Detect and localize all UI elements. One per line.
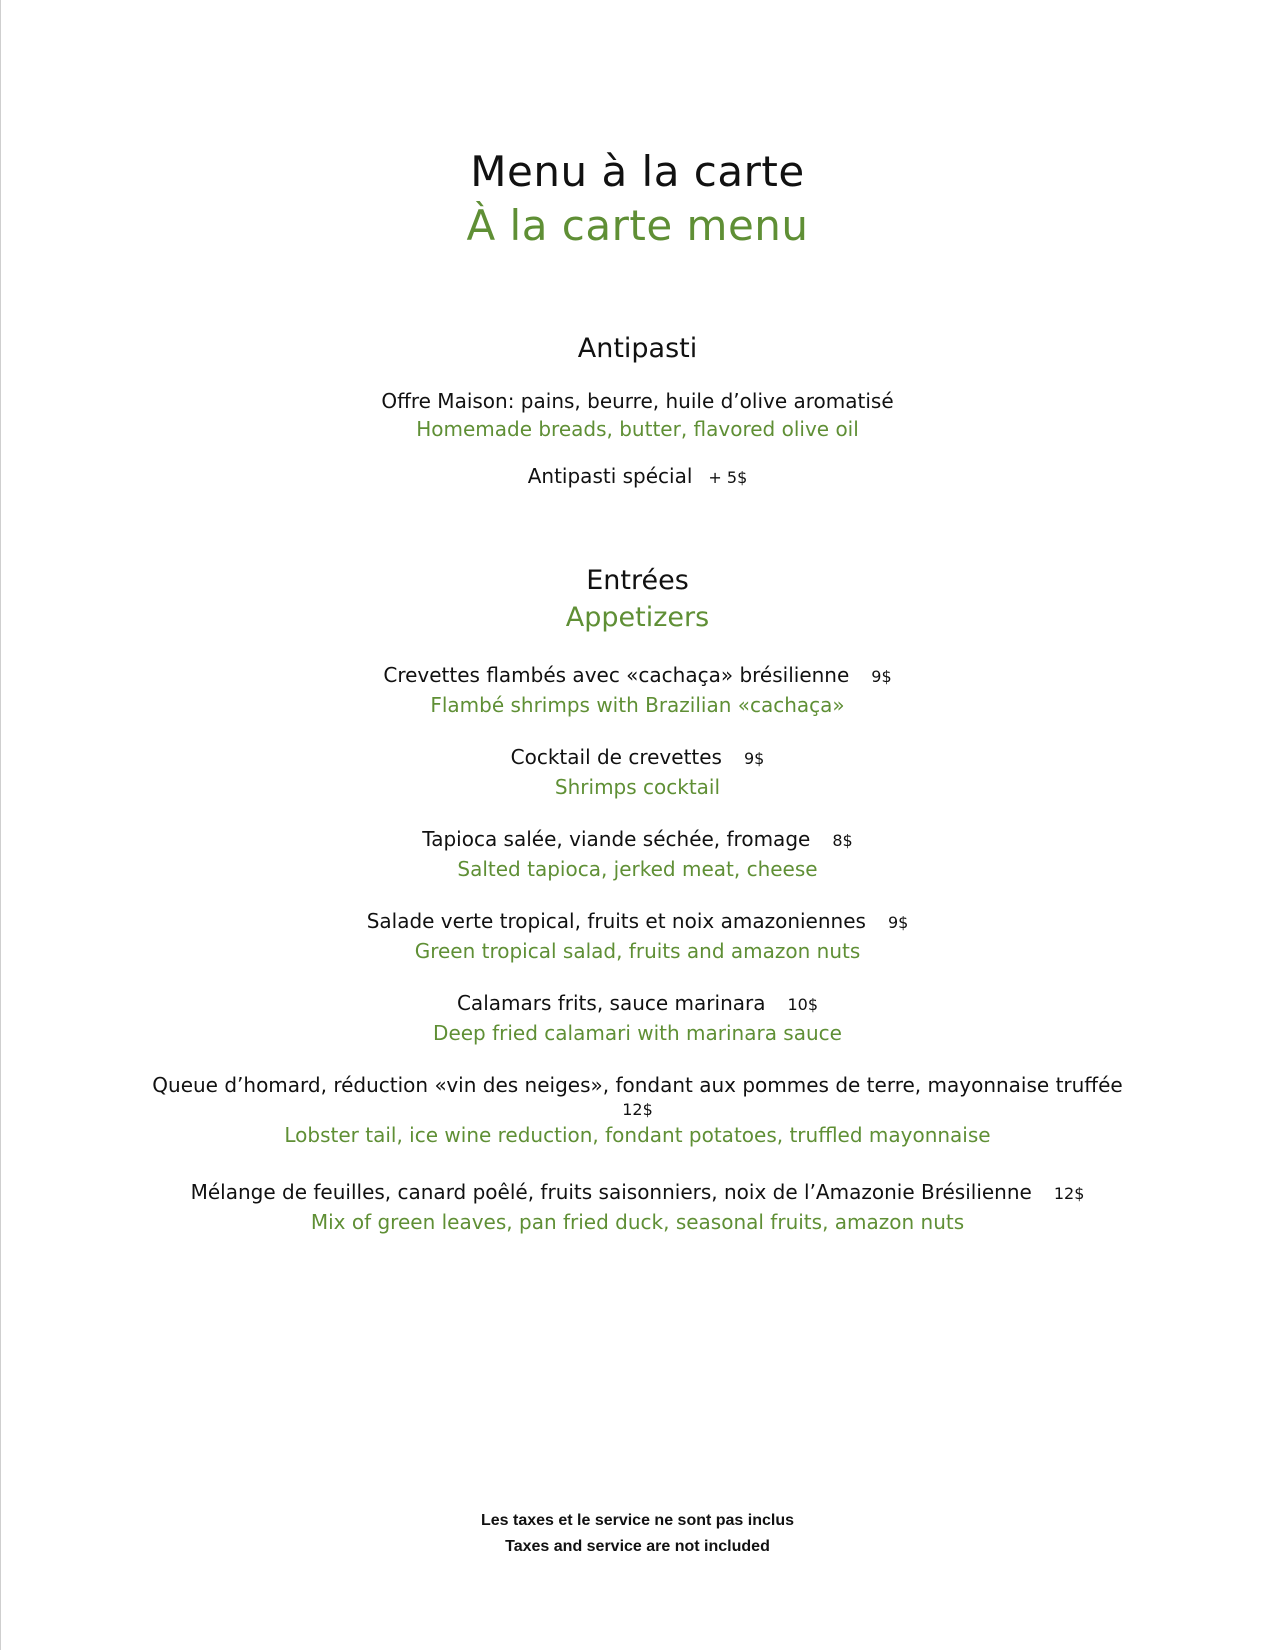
- item-name-english: Lobster tail, ice wine reduction, fondant potatoes, truffled mayonnaise: [284, 1123, 991, 1147]
- page-title-french: Menu à la carte: [470, 147, 805, 196]
- item-name-french: Crevettes flambés avec «cachaça» brésilienne: [383, 663, 850, 687]
- item-price: 10$: [787, 995, 819, 1014]
- item-price: 9$: [887, 913, 909, 932]
- item-name-french: Cocktail de crevettes: [510, 745, 722, 769]
- menu-item-melange-feuilles: [0, 1178, 1275, 1236]
- item-name-english: Homemade breads, butter, flavored olive oil: [416, 417, 859, 441]
- page-title-english: À la carte menu: [466, 201, 809, 250]
- item-name-english: Salted tapioca, jerked meat, cheese: [457, 857, 818, 881]
- item-name-english: Green tropical salad, fruits and amazon nuts: [414, 939, 861, 963]
- menu-item-crevettes-flambees: [0, 661, 1275, 719]
- item-name-french: Offre Maison: pains, beurre, huile d’olive aromatisé: [381, 389, 894, 413]
- menu-item-cocktail-crevettes: [0, 743, 1275, 801]
- menu-item-calamars: [0, 989, 1275, 1047]
- menu-item-offre-maison: [0, 387, 1275, 443]
- item-name-french: Tapioca salée, viande séchée, fromage: [422, 827, 811, 851]
- item-name-english: Mix of green leaves, pan fried duck, seasonal fruits, amazon nuts: [310, 1210, 965, 1234]
- item-price: + 5$: [708, 468, 748, 487]
- entrees-heading-french: Entrées: [586, 565, 689, 596]
- item-name-french: Salade verte tropical, fruits et noix amazoniennes: [366, 909, 866, 933]
- item-name-english: Deep fried calamari with marinara sauce: [433, 1021, 842, 1045]
- menu-item-tapioca: [0, 825, 1275, 883]
- item-price: 12$: [622, 1100, 653, 1119]
- tax-notice-english: Taxes and service are not included: [505, 1538, 770, 1555]
- menu-item-salade-tropicale: [0, 907, 1275, 965]
- item-price: 12$: [1053, 1184, 1085, 1203]
- item-price: 8$: [832, 831, 853, 850]
- menu-item-queue-homard: [0, 1071, 1275, 1149]
- item-name-english: Flambé shrimps with Brazilian «cachaça»: [430, 693, 845, 717]
- item-name-french: Queue d’homard, réduction «vin des neiges», fondant aux pommes de terre, mayonnaise truffée: [152, 1073, 1123, 1097]
- tax-notice-french: Les taxes et le service ne sont pas inclus: [480, 1512, 795, 1529]
- antipasti-heading: Antipasti: [577, 333, 698, 364]
- item-name-french: Calamars frits, sauce marinara: [456, 991, 766, 1015]
- menu-item-antipasti-special: [0, 462, 1275, 492]
- item-name-english: Shrimps cocktail: [554, 775, 721, 799]
- item-name-french: Antipasti spécial: [527, 464, 693, 488]
- item-name-french: Mélange de feuilles, canard poêlé, fruits saisonniers, noix de l’Amazonie Brésilienne: [190, 1180, 1032, 1204]
- item-price: 9$: [743, 749, 765, 768]
- tax-notice: [0, 1508, 1275, 1560]
- item-price: 9$: [871, 667, 892, 686]
- entrees-heading-english: Appetizers: [565, 602, 710, 633]
